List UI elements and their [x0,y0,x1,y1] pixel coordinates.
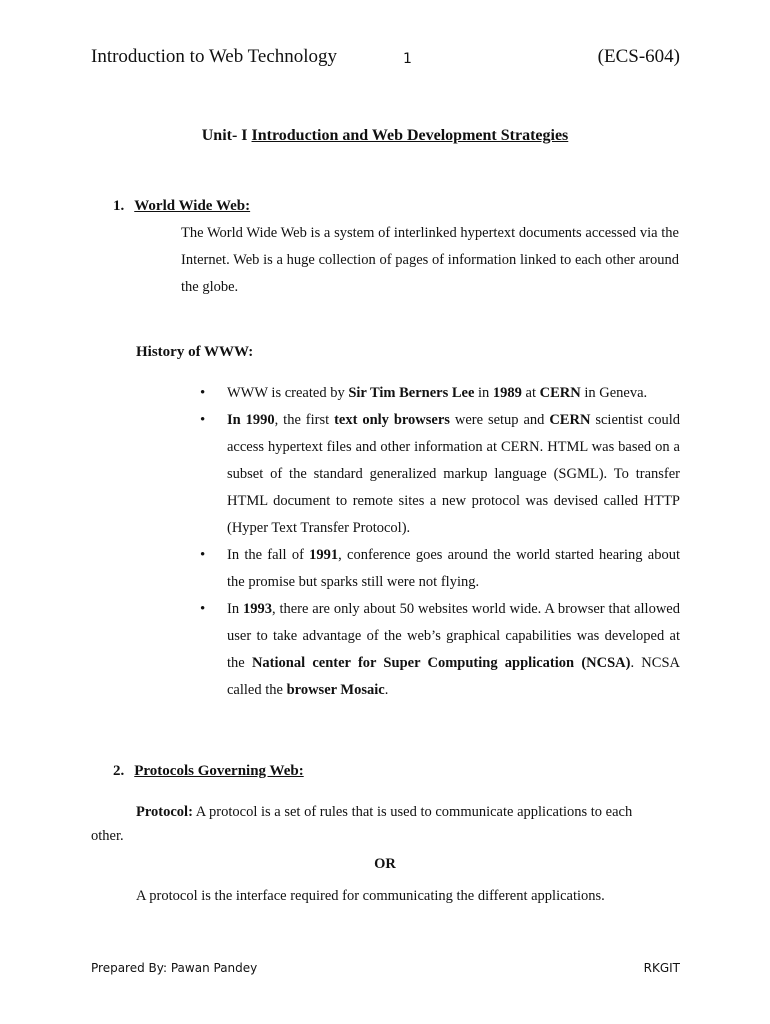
header-page-number: 1 [403,51,412,67]
history-item-1991 [200,542,680,596]
section-1-number: 1. [113,198,125,214]
bold-run: Sir Tim Berners Lee [348,385,475,401]
text-run: , conference goes around the world started hearing about the promise but sparks still were not flying. [227,547,680,590]
bold-run: CERN [539,385,581,401]
bold-run: 1989 [492,385,522,401]
text-run: in Geneva. [580,385,648,401]
protocol-interface-text: A protocol is the interface required for communicating the different applications. [136,888,605,904]
text-run: In [227,601,243,617]
or-separator: OR [374,856,396,872]
text-run: scientist could access hypertext files and other information at CERN. HTML was based on a subset of the standard generalized markup language (SGML). To transfer HTML document to remote sites a new protocol was devised called HTTP (Hyper Text Transfer Protocol). [227,412,680,536]
unit-prefix: Unit- I [201,127,248,144]
footer-institute: RKGIT [643,961,680,975]
bold-run: text only browsers [334,412,450,428]
text-run: . NCSA called the [227,655,680,698]
footer-prepared-by: Prepared By: Pawan Pandey [91,961,258,975]
section-2-title: Protocols Governing Web: [134,763,304,779]
text-run: WWW is created by [227,385,349,401]
history-list [200,380,680,704]
history-item-1993 [200,596,680,704]
protocol-label: Protocol: [136,804,193,820]
text-run: , the first [274,412,335,428]
history-item-1989 [200,380,680,407]
bold-run: CERN [549,412,591,428]
header-course-title: Introduction to Web Technology [91,46,338,67]
bold-run: browser Mosaic [286,682,385,698]
text-run: in [474,385,493,401]
bullet-icon: • [200,601,206,617]
unit-title: Introduction and Web Development Strategies [251,127,569,144]
history-item-1990 [200,407,680,542]
text-run: . [384,682,389,698]
header-course-code: (ECS-604) [597,46,680,67]
text-run: In the fall of [227,547,310,563]
bold-run: In 1990 [227,412,275,428]
bullet-icon: • [200,547,206,563]
bullet-icon: • [200,385,206,401]
text-run: at [521,385,540,401]
unit-heading [0,127,770,145]
bullet-icon: • [200,412,206,428]
section-1-heading [113,197,250,215]
section-1-title: World Wide Web: [134,198,251,214]
section-2-heading [113,762,304,780]
section-2-number: 2. [113,763,125,779]
protocol-definition [91,800,666,848]
www-definition: The World Wide Web is a system of interlinked hypertext documents accessed via the Internet. Web is a huge collection of pages of information linked to each other around the globe. [181,225,679,295]
history-heading: History of WWW: [136,344,254,360]
bold-run: 1993 [242,601,272,617]
bold-run: 1991 [309,547,339,563]
protocol-text: A protocol is a set of rules that is used to communicate applications to each other. [91,804,633,844]
bold-run: National center for Super Computing application (NCSA) [251,655,631,671]
text-run: were setup and [449,412,550,428]
text-run: , there are only about 50 websites world wide. A browser that allowed user to take advantage of the web’s graphical capabilities was developed at the [227,601,680,671]
